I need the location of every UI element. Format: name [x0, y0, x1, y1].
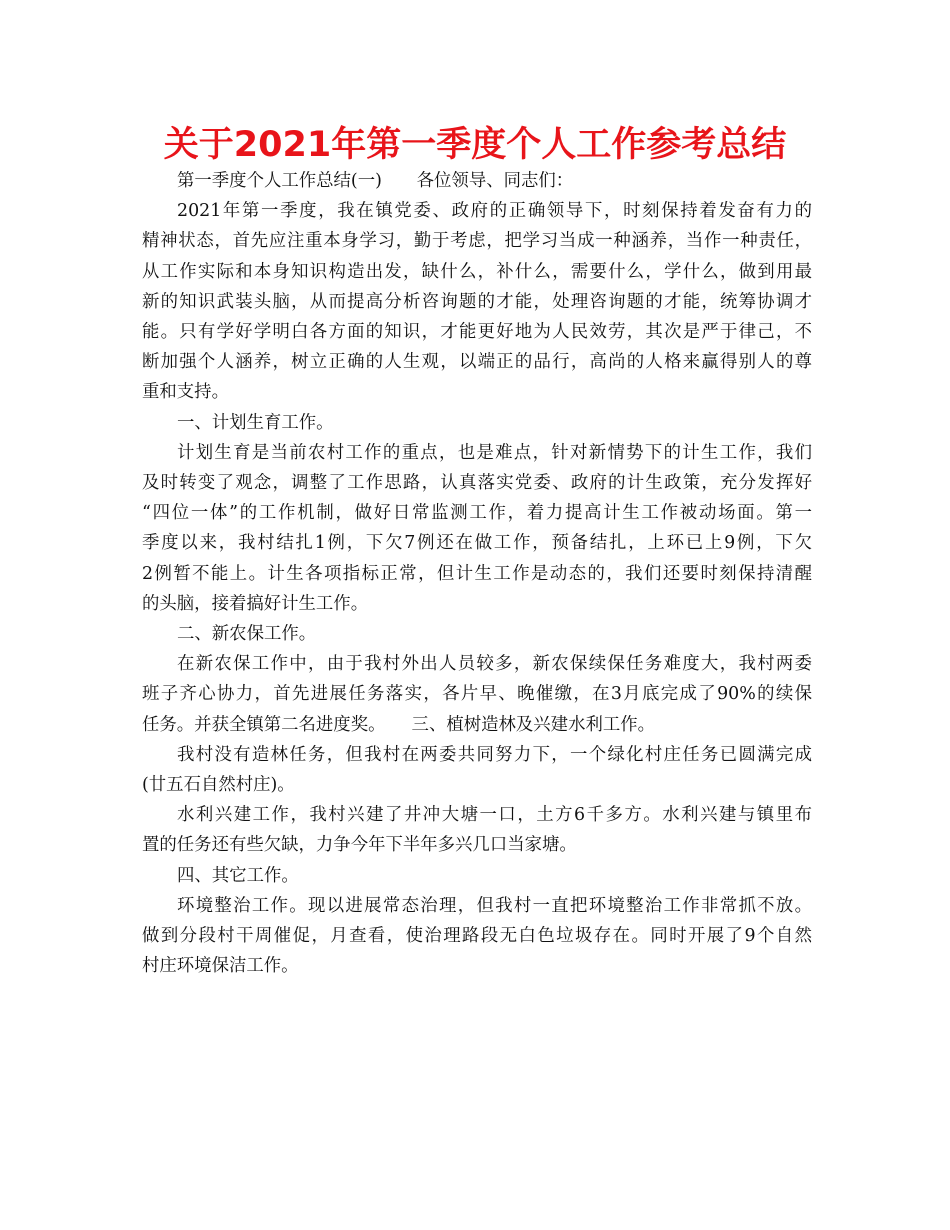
body-line: 村庄环境保洁工作。	[142, 956, 299, 977]
body-line: 置的任务还有些欠缺，力争今年下半年多兴几口当家塘。	[142, 835, 577, 856]
body-line: 任务。并获全镇第二名进度奖。 三、植树造林及兴建水利工作。	[142, 714, 656, 735]
body-line: 计划生育是当前农村工作的重点，也是难点，针对新情势下的计生工作，我们	[177, 442, 812, 463]
body-line: 的头脑，接着搞好计生工作。	[142, 593, 369, 614]
body-line: 做到分段村干周催促，月查看，使治理路段无白色垃圾存在。同时开展了9个自然	[142, 926, 812, 947]
body-line: 水利兴建工作，我村兴建了井冲大塘一口，土方6千多方。水利兴建与镇里布	[177, 805, 812, 826]
document-body	[142, 166, 812, 981]
body-line: 二、新农保工作。	[177, 624, 317, 645]
body-line: 在新农保工作中，由于我村外出人员较多，新农保续保任务难度大，我村两委	[177, 654, 812, 675]
body-line: 断加强个人涵养，树立正确的人生观，以端正的品行，高尚的人格来赢得别人的尊	[142, 352, 812, 373]
body-line: 季度以来，我村结扎1例，下欠7例还在做工作，预备结扎，上环已上9例，下欠	[142, 533, 812, 554]
body-line: 第一季度个人工作总结(一) 各位领导、同志们：	[177, 171, 574, 191]
body-line: 新的知识武装头脑，从而提高分析咨询题的才能，处理咨询题的才能，统筹协调才	[142, 291, 812, 312]
document-title: 关于2021年第一季度个人工作参考总结	[163, 125, 787, 165]
body-line: (廿五石自然村庄)。	[142, 775, 295, 796]
body-line: 能。只有学好学明白各方面的知识，才能更好地为人民效劳，其次是严于律己，不	[142, 322, 812, 343]
body-line: 重和支持。	[142, 382, 229, 403]
body-line: 我村没有造林任务，但我村在两委共同努力下，一个绿化村庄任务已圆满完成	[177, 744, 812, 765]
body-line: 一、计划生育工作。	[177, 412, 334, 433]
body-line: 精神状态，首先应注重本身学习，勤于考虑，把学习当成一种涵养，当作一种责任，	[142, 231, 812, 252]
body-line: 2021年第一季度，我在镇党委、政府的正确领导下，时刻保持着发奋有力的	[177, 201, 812, 222]
body-line: 从工作实际和本身知识构造出发，缺什么，补什么，需要什么，学什么，做到用最	[142, 261, 812, 282]
body-line: 及时转变了观念，调整了工作思路，认真落实党委、政府的计生政策，充分发挥好	[142, 473, 812, 494]
body-line: 班子齐心协力，首先进展任务落实，各片早、晚催缴，在3月底完成了90%的续保	[142, 684, 812, 705]
body-line: “四位一体”的工作机制，做好日常监测工作，着力提高计生工作被动场面。第一	[142, 503, 812, 524]
body-line: 环境整治工作。现以进展常态治理，但我村一直把环境整治工作非常抓不放。	[177, 895, 812, 916]
body-line: 2例暂不能上。计生各项指标正常，但计生工作是动态的，我们还要时刻保持清醒	[142, 563, 812, 584]
body-line: 四、其它工作。	[177, 865, 299, 886]
